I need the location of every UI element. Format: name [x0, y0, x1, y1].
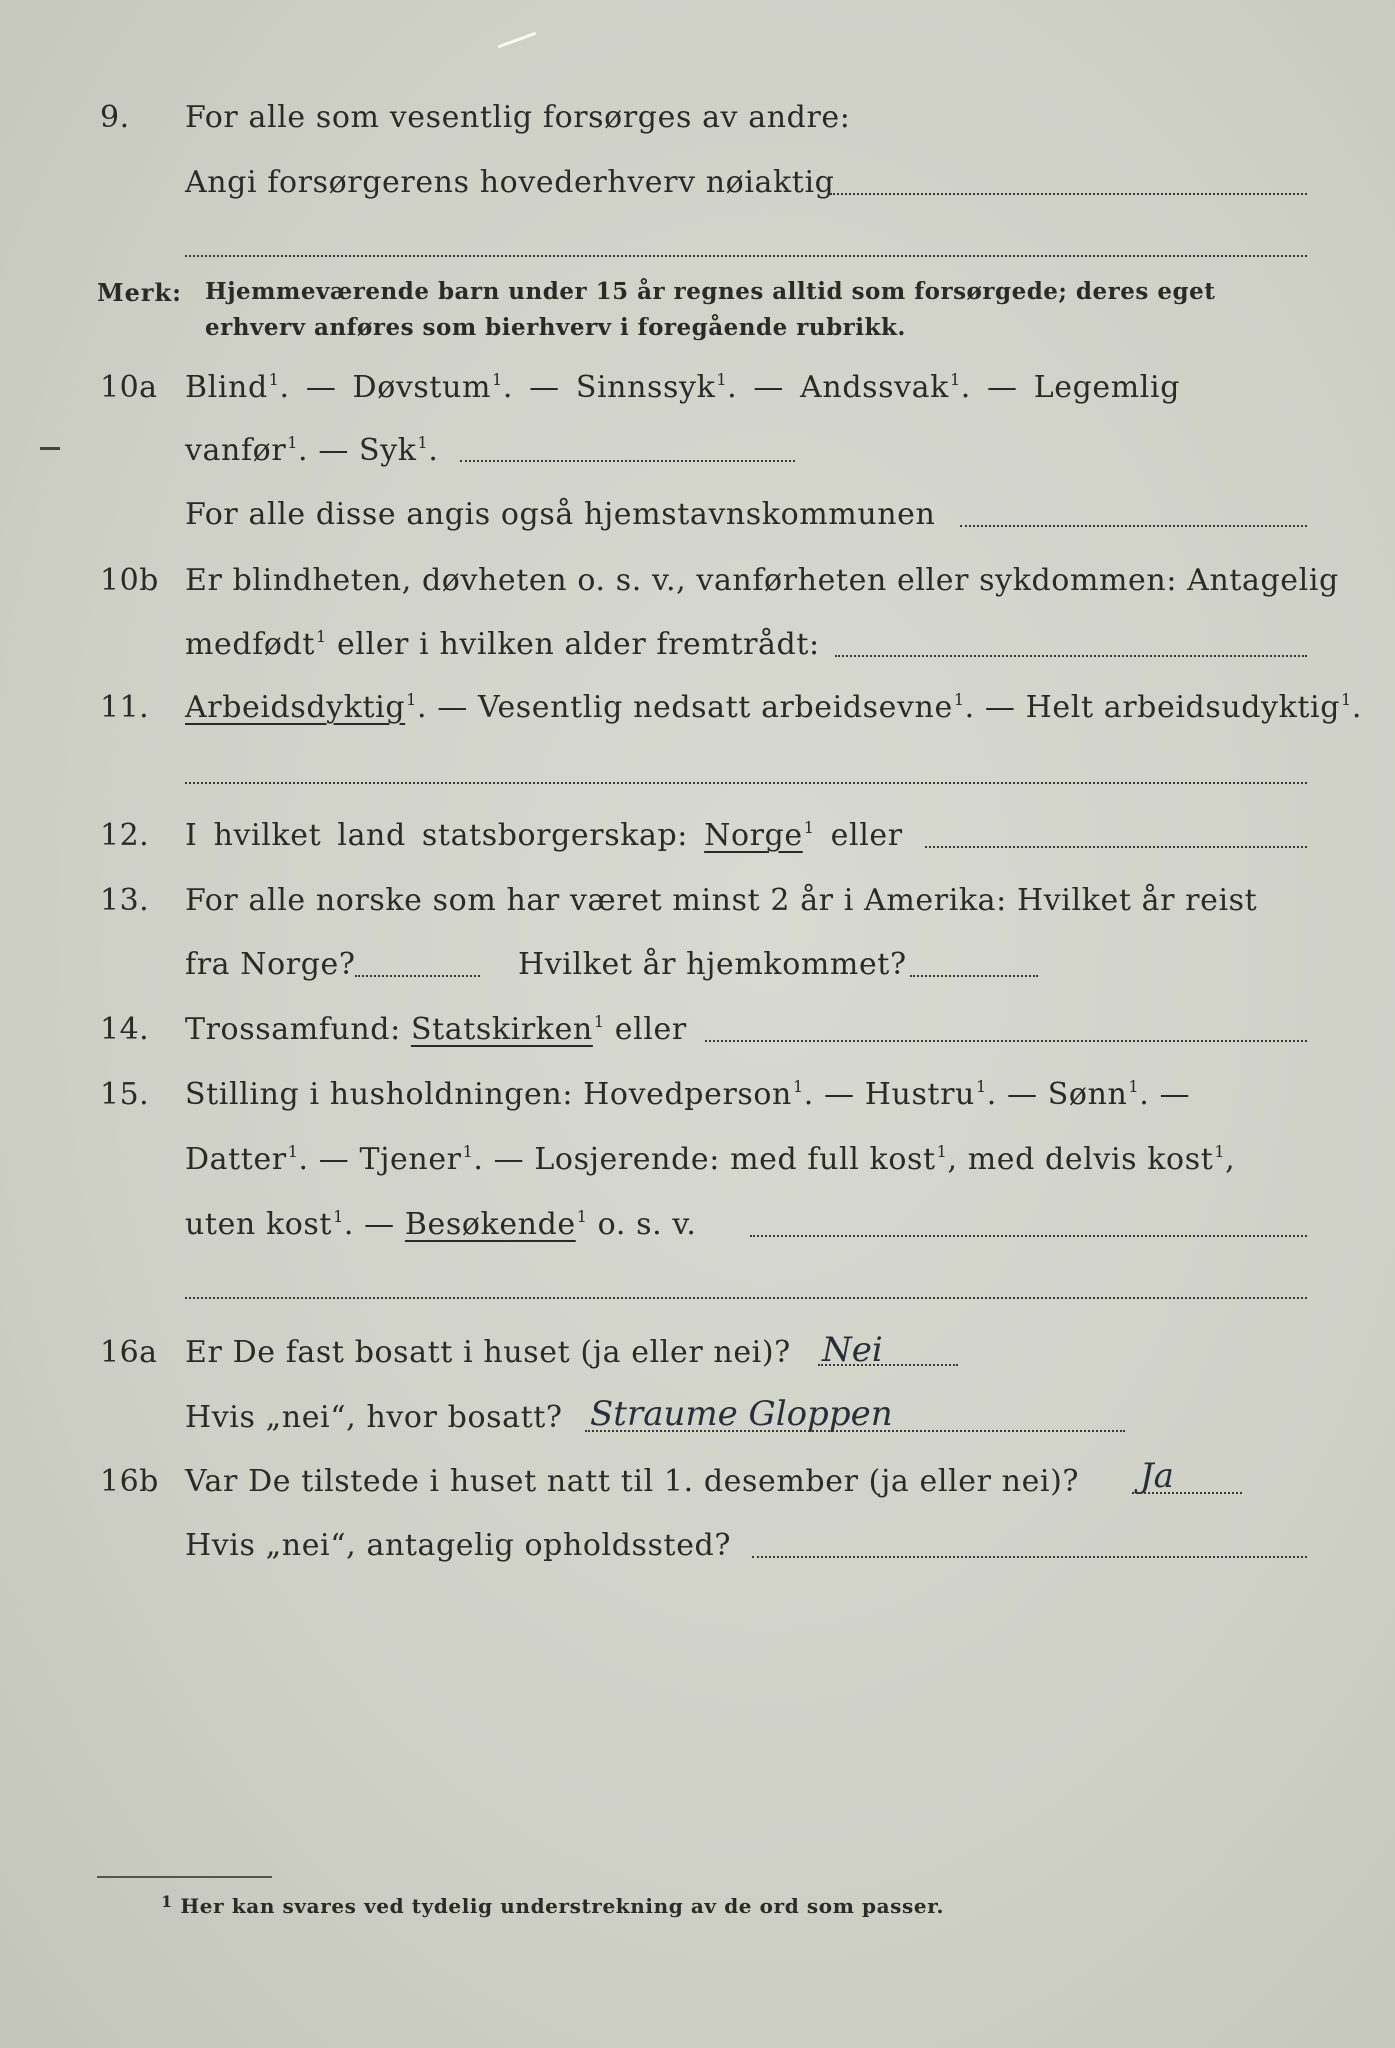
question-text: Er De fast bosatt i huset (ja eller nei)? [185, 1335, 791, 1370]
question-text: For alle norske som har været minst 2 år i Amerika: Hvilket år reist [185, 883, 1258, 918]
question-number: 16b [100, 1464, 159, 1499]
answer-line[interactable] [750, 1235, 1307, 1237]
answer-line[interactable] [910, 975, 1038, 977]
answer-line[interactable] [818, 1364, 958, 1366]
question-text: Stilling i husholdningen: Hovedperson$^1$. — Hustru$^1$. — Sønn$^1$. — [185, 1077, 1191, 1112]
underlined-answer: Norge [704, 818, 803, 853]
question-text: Trossamfund: Statskirken$^1$ eller [185, 1012, 687, 1047]
question-text: Hvis „nei“, hvor bosatt? [185, 1400, 563, 1435]
question-text: For alle som vesentlig forsørges av andre: [185, 100, 851, 135]
answer-line[interactable] [460, 460, 795, 462]
answer-line[interactable] [830, 193, 1307, 195]
question-text: Er blindheten, døvheten o. s. v., vanførheten eller sykdommen: Antagelig [185, 563, 1339, 598]
note-text: Hjemmeværende barn under 15 år regnes alltid som forsørgede; deres eget erhverv anføres som bierhverv i foregående rubrikk. [205, 278, 1216, 341]
question-number: 13. [100, 883, 150, 918]
question-number: 10a [100, 370, 158, 405]
answer-line[interactable] [835, 655, 1307, 657]
question-text: Arbeidsdyktig$^1$. — Vesentlig nedsatt arbeidsevne$^1$. — Helt arbeidsudyktig$^1$. [185, 690, 1362, 725]
answer-line[interactable] [925, 846, 1307, 848]
question-text: Datter$^1$. — Tjener$^1$. — Losjerende: med full kost$^1$, med delvis kost$^1$, [185, 1142, 1236, 1177]
question-number: 14. [100, 1012, 150, 1047]
question-text: For alle disse angis også hjemstavnskommunen [185, 497, 936, 532]
question-text: uten kost$^1$. — Besøkende$^1$ o. s. v. [185, 1207, 697, 1242]
answer-line[interactable] [585, 1430, 1125, 1432]
answer-line[interactable] [1132, 1492, 1242, 1494]
footnote [160, 1892, 944, 1918]
question-number: 16a [100, 1335, 158, 1370]
answer-line[interactable] [185, 255, 1307, 257]
footnote-rule [97, 1876, 272, 1878]
underlined-answer: Arbeidsdyktig [185, 690, 406, 725]
question-text: medfødt$^1$ eller i hvilken alder fremtrådt: [185, 627, 820, 662]
footnote-text: Her kan svares ved tydelig understrekning av de ord som passer. [180, 1894, 945, 1918]
answer-line[interactable] [185, 782, 1307, 784]
handwritten-answer: Straume Gloppen [590, 1394, 893, 1434]
underlined-answer: Besøkende [404, 1207, 576, 1242]
underlined-answer: Statskirken [410, 1012, 593, 1047]
answer-line[interactable] [960, 525, 1307, 527]
question-number: 12. [100, 818, 150, 853]
footnote-mark: 1 [161, 1892, 173, 1911]
question-text: Hvis „nei“, antagelig opholdssted? [185, 1528, 732, 1563]
question-number: 15. [100, 1077, 150, 1112]
question-text: Hvilket år hjemkommet? [518, 947, 907, 982]
answer-line[interactable] [355, 975, 480, 977]
answer-line[interactable] [752, 1556, 1307, 1558]
question-text: I hvilket land statsborgerskap: Norge$^1$ eller [185, 818, 903, 853]
paper-mark [498, 32, 543, 65]
question-text: Var De tilstede i huset natt til 1. desember (ja eller nei)? [185, 1464, 1080, 1499]
question-number: 11. [100, 690, 150, 725]
question-number: 10b [100, 563, 159, 598]
question-number: 9. [100, 100, 130, 135]
question-text: vanfør$^1$. — Syk$^1$. [185, 433, 439, 468]
answer-line[interactable] [185, 1297, 1307, 1299]
handwritten-answer: Nei [822, 1330, 883, 1370]
margin-mark [40, 447, 60, 450]
question-text: Angi forsørgerens hovederhverv nøiaktig [185, 165, 835, 200]
handwritten-answer: Ja [1140, 1456, 1174, 1496]
note-label: Merk: [97, 278, 182, 307]
answer-line[interactable] [705, 1040, 1307, 1042]
question-text: fra Norge? [185, 947, 356, 982]
question-text: Blind$^1$. — Døvstum$^1$. — Sinnssyk$^1$. — Andssvak$^1$. — Legemlig [185, 370, 1181, 405]
